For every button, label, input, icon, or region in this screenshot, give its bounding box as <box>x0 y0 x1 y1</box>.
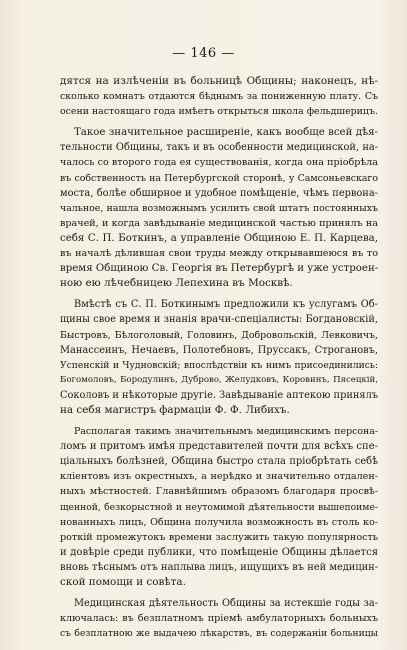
paragraph <box>60 74 378 119</box>
paragraph <box>60 424 378 590</box>
paragraph <box>60 125 378 291</box>
text-line: ключалась: въ безплатномъ пріемѣ амбулаторныхъ больныхъ <box>60 613 378 625</box>
text-line: чалось со второго года ея существованія, когда она пріобрѣла <box>60 157 378 169</box>
text-line: тельности Общины, такъ и въ особенности медицинской, на- <box>60 142 378 154</box>
text-line: Располагая такимъ значительнымъ медицинскимъ персона- <box>74 426 378 438</box>
text-line: время Общиною Св. Георгія въ Петербургѣ и уже устроен- <box>60 263 378 275</box>
text-line: Медицинская дѣятельность Общины за истекшіе годы за- <box>74 598 378 610</box>
text-line: дятся на излѣченіи въ больницѣ Общины; наконецъ, нѣ- <box>60 75 378 87</box>
text-line: Успенскій и Чудновскій; впослѣдствіи къ нимъ присоединились: <box>60 359 378 371</box>
text-line: чальное, нашла возможнымъ усилить свой штатъ постоянныхъ <box>60 202 378 214</box>
text-line: нованныхъ лицъ, Община получила возможность въ столь ко- <box>60 516 378 528</box>
text-line: съ безплатною же выдачею лѣкарствъ, въ содержаніи больницы <box>60 628 378 640</box>
page-number: — 146 — <box>172 46 235 61</box>
text-line: Соколовъ и нѣкоторые другіе. Завѣдываніе аптекою принялъ <box>60 389 378 401</box>
text-line: въ началѣ дѣлившая свои труды между открывавшеюся въ то <box>60 248 378 260</box>
text-line: ныхъ мѣстностей. Главнѣйшимъ образомъ благодаря просвѣ- <box>60 486 378 498</box>
text-line: вновь тѣснымъ отъ наплыва лицъ, ищущихъ въ ней медицин- <box>60 561 378 573</box>
text-line: Быстровъ, Бѣлоголовый, Головинъ, Добровольскій, Левковичъ, <box>60 329 378 341</box>
text-line: ною ею лѣчебницею Лепехина въ Москвѣ. <box>60 277 293 290</box>
text-line: щенной, безкорыстной и неутомимой дѣятельности вышепоиме- <box>60 501 378 513</box>
text-line: Вмѣстѣ съ С. П. Боткинымъ предложили къ услугамъ Об- <box>74 299 378 311</box>
paragraph <box>60 596 378 641</box>
text-line: и довѣріе среди публики, что помѣщеніе Общины дѣлается <box>60 546 378 558</box>
text-line: на себя магистръ фармаціи Ф. Ф. Либихъ. <box>60 403 290 416</box>
text-line: Такое значительное расширеніе, какъ вообще всей дѣя- <box>74 127 378 139</box>
text-line: врачей, и когда завѣдываніе медицинской частью принялъ на <box>60 217 378 229</box>
text-line: ломъ и притомъ имѣя представителей почти для всѣхъ спе- <box>60 441 378 453</box>
text-line: кліентовъ изъ окрестныхъ, а нерѣдко и значительно отдален- <box>60 471 378 483</box>
text-line: роткій промежутокъ времени заслужить такую популярность <box>60 531 378 543</box>
text-line: ской помощи и совѣта. <box>60 576 186 588</box>
text-line: Богомоловъ, Бородулинъ, Дуброво, Желудковъ, Коровинъ, Пясецкій, <box>60 374 378 385</box>
text-line: Манассеинъ, Нечаевъ, Полотебновъ, Пруссакъ, Строгановъ, <box>60 344 378 356</box>
body-text <box>60 74 378 641</box>
text-line: въ собственность на Петербургской сторонѣ, у Самсоньевскаго <box>60 172 378 184</box>
text-line: щины свое время и знанія врачи-спеціалисты: Богдановскій, <box>60 314 378 326</box>
text-line: ціальныхъ болѣзней, Община быстро стала пріобрѣтать себѣ <box>60 456 378 468</box>
paragraph <box>60 297 378 418</box>
text-line: сколько комнатъ отдаются бѣднымъ за пониженную плату. Съ <box>60 91 378 103</box>
text-line: себя С. П. Боткинъ, а управленіе Общиною Е. П. Карцева, <box>60 232 378 244</box>
text-line: моста, болѣе обширное и удобное помѣщеніе, чѣмъ первона- <box>60 187 378 199</box>
text-line: осени настоящаго года имѣетъ открыться школа фельдшерицъ. <box>60 106 378 118</box>
